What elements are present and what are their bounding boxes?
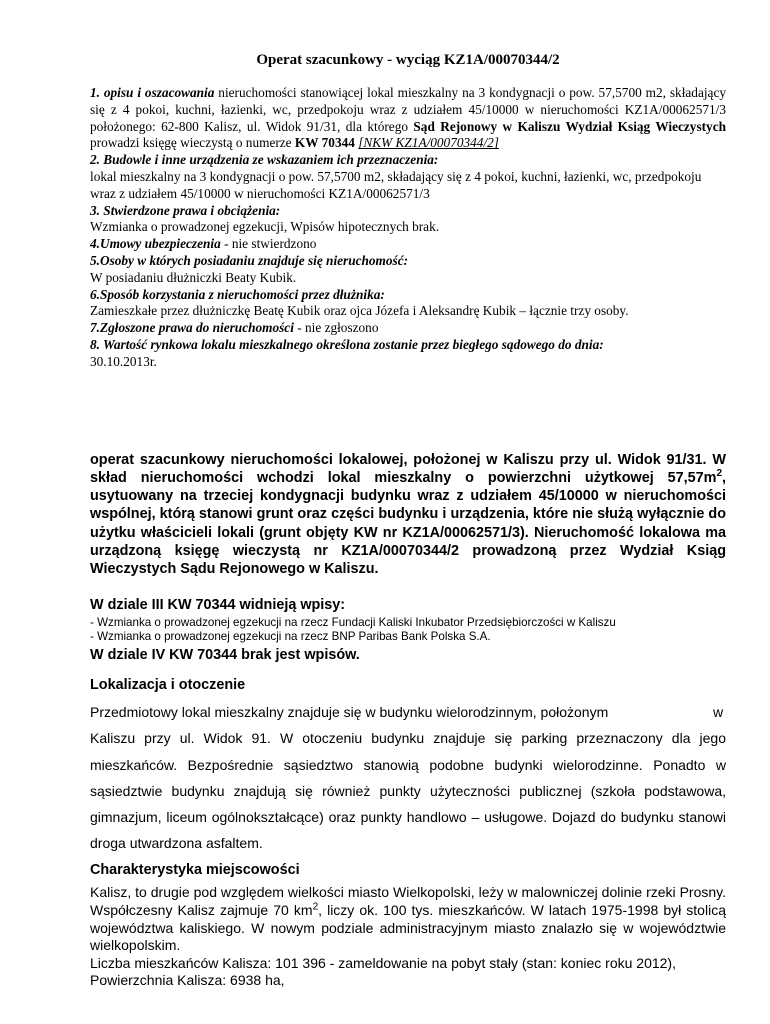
property-summary-part1: operat szacunkowy nieruchomości lokalowej, położonej w Kaliszu przy ul. Widok 91/31. W skład nieruchomości wchodzi lokal mieszkalny o powierzchni użytkowej 57,57m: [90, 451, 726, 486]
section-7-text: - nie zgłoszono: [293, 320, 379, 336]
section-6-text: Zamieszkałe przez dłużniczkę Beatę Kubik oraz ojca Józefa i Aleksandrę Kubik – łącznie trzy osoby.: [90, 303, 629, 319]
section-3-heading: 3. Stwierdzone prawa i obciążenia:: [90, 202, 281, 218]
dzial-3-item: - Wzmianka o prowadzonej egzekucji na rzecz Fundacji Kaliski Inkubator Przedsiębiorczości w Kaliszu: [90, 615, 616, 629]
section-1-heading: 1. opisu i oszacowania: [90, 85, 215, 100]
section-5-heading: 5.Osoby w których posiadaniu znajduje się nieruchomość:: [90, 252, 409, 268]
kw-link[interactable]: [NKW KZ1A/00070344/2]: [358, 135, 499, 151]
lokalizacja-text: [90, 699, 726, 856]
dzial-3-heading: W dziale III KW 70344 widnieją wpisy:: [90, 596, 346, 613]
section-1: [90, 85, 726, 152]
section-4: [90, 236, 726, 253]
section-7: [90, 320, 726, 337]
population-line: Liczba mieszkańców Kalisza: 101 396 - zameldowanie na pobyt stały (stan: koniec roku 2012),: [90, 954, 676, 971]
section-1-kw: KW 70344: [294, 135, 355, 151]
charakterystyka-heading: Charakterystyka miejscowości: [90, 862, 300, 879]
section-1-text-b: prowadzi księgę wieczystą o numerze: [90, 135, 295, 151]
section-2-heading: 2. Budowle i inne urządzenia ze wskazaniem ich przeznaczenia:: [90, 152, 439, 168]
charakterystyka-text: [90, 884, 726, 954]
property-summary-part2: , usytuowany na trzeciej kondygnacji budynku wraz z udziałem 45/10000 w nieruchomości wspólnej, którą stanowi grunt oraz części budynku i urządzenia, które nie służą wyłącznie do użytku właścicieli lokali (grunt objęty KW nr KZ1A/00062571/3). Nieruchomość lokalowa ma urządzoną księgę wieczystą nr KZ1A/00070344/2 prowadzoną przez Wydział Ksiąg Wieczystych Sądu Rejonowego w Kaliszu.: [90, 469, 726, 578]
property-summary: [90, 451, 726, 579]
lokalizacja-rest: Kaliszu przy ul. Widok 91. W otoczeniu budynku znajduje się parking przeznaczony dla jego mieszkańców. Bezpośrednie sąsiedztwo stanowią podobne budynki wielorodzinne. Ponadto w sąsiedztwie budynku znajdują się również punkty użyteczności publicznej (szkoła podstawowa, gimnazjum, liceum ogólnokształcące) oraz punkty handlowo – usługowe. Dojazd do budynku stanowi droga utwardzona asfaltem.: [90, 730, 726, 852]
section-8-text: 30.10.2013r.: [90, 353, 157, 369]
dzial-4-heading: W dziale IV KW 70344 brak jest wpisów.: [90, 647, 360, 664]
document-page: [90, 52, 726, 990]
section-3-text: Wzmianka o prowadzonej egzekucji, Wpisów hipotecznych brak.: [90, 219, 440, 235]
section-2-text: lokal mieszkalny na 3 kondygnacji o pow. 57,5700 m2, składający się z 4 pokoi, kuchni, łazienki, wc, przedpokoju wraz z udziałem 45/10000 w nieruchomości KZ1A/00062571/3: [90, 168, 702, 201]
charakterystyka-sup: 2: [312, 901, 319, 913]
section-7-heading: 7.Zgłoszone prawa do nieruchomości: [90, 320, 294, 336]
section-4-heading: 4.Umowy ubezpieczenia: [90, 236, 221, 252]
property-summary-sup: 2: [716, 468, 722, 480]
dzial-3-item: - Wzmianka o prowadzonej egzekucji na rzecz BNP Paribas Bank Polska S.A.: [90, 630, 491, 644]
section-6: [90, 287, 726, 321]
document-title: Operat szacunkowy - wyciąg KZ1A/00070344/2: [256, 52, 560, 68]
section-5-text: W posiadaniu dłużniczki Beaty Kubik.: [90, 269, 297, 285]
section-4-text: - nie stwierdzono: [220, 236, 317, 252]
section-2: [90, 152, 726, 202]
charakterystyka-part1: Kalisz, to drugie pod względem wielkości miasto Wielkopolski, leży w malowniczej dolinie rzeki Prosny. Współczesny Kalisz zajmuje 70 km: [90, 884, 726, 919]
charakterystyka-part2: , liczy ok. 100 tys. mieszkańców. W latach 1975-1998 był stolicą województwa kaliskiego. W nowym podziale administracyjnym miasto znalazło się w województwie wielkopolskim.: [90, 902, 726, 954]
lokalizacja-heading: Lokalizacja i otoczenie: [90, 677, 246, 694]
area-line: Powierzchnia Kalisza: 6938 ha,: [90, 972, 285, 989]
section-8: [90, 337, 726, 371]
section-1-court: Sąd Rejonowy w Kaliszu Wydział Ksiąg Wieczystych: [413, 118, 726, 134]
lokalizacja-line1: Przedmiotowy lokal mieszkalny znajduje się w budynku wielorodzinnym, położonym: [90, 704, 609, 721]
section-5: [90, 253, 726, 287]
lokalizacja-line1-tail: w: [713, 704, 724, 721]
section-6-heading: 6.Sposób korzystania z nieruchomości przez dłużnika:: [90, 286, 385, 302]
section-3: [90, 203, 726, 237]
section-1-text-a: nieruchomości stanowiącej lokal mieszkalny na 3 kondygnacji o pow. 57,5700 m2, składający się z 4 pokoi, kuchni, łazienki, wc, przedpokoju wraz z udziałem 45/10000 w nieruchomości KZ1A/00062571/3 położonego: 62-800 Kalisz, ul. Widok 91/31, dla którego: [90, 85, 726, 134]
section-8-heading: 8. Wartość rynkowa lokalu mieszkalnego określona zostanie przez biegłego sądowego do dnia:: [90, 336, 604, 352]
